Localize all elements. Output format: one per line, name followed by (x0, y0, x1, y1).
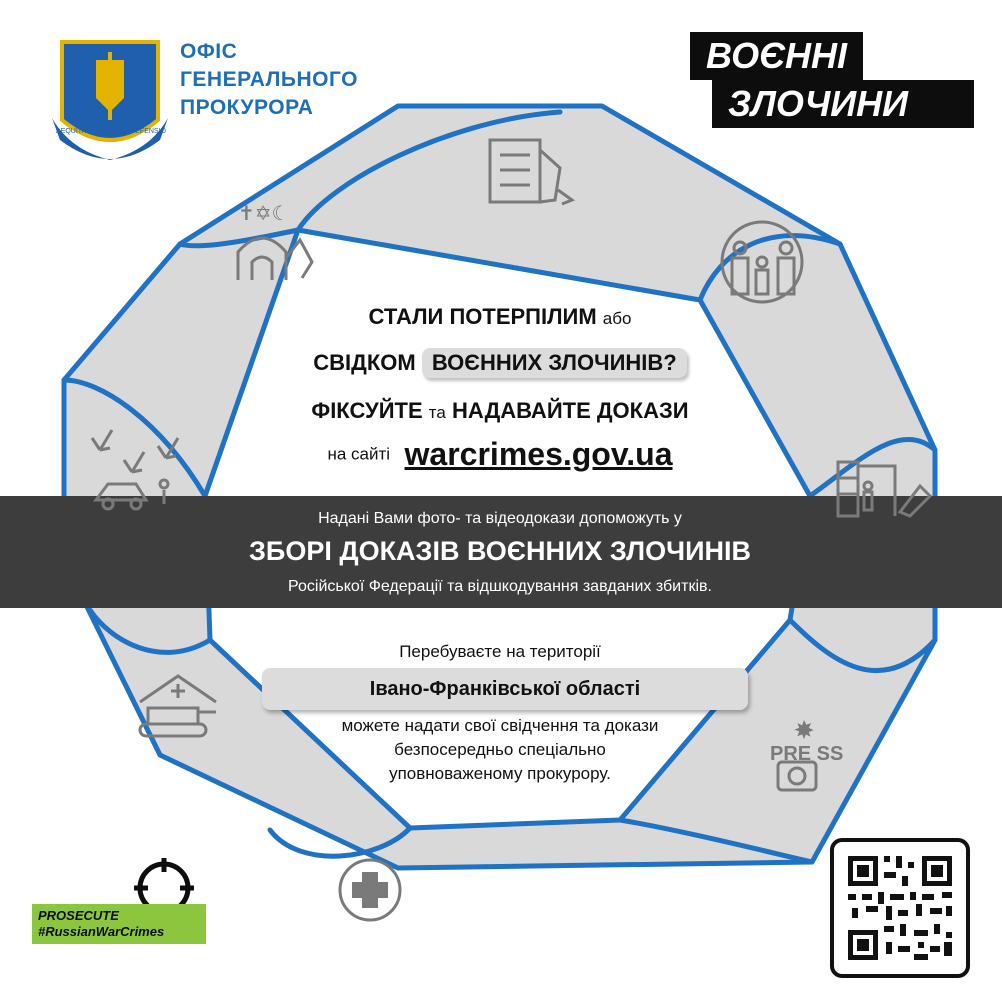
prosecute-badge (32, 904, 206, 944)
qr-code-pattern (834, 842, 966, 974)
war-crimes-badge-line2: ЗЛОЧИНИ (712, 80, 974, 128)
war-crimes-badge-line1: ВОЄННІ (690, 32, 863, 80)
medical-cross-icon (340, 860, 400, 920)
emblem-mottos (56, 128, 166, 135)
prosecutor-emblem (52, 42, 168, 160)
victim-text: СТАЛИ ПОТЕРПІЛИМ (368, 304, 597, 329)
website-link[interactable]: warcrimes.gov.ua (404, 436, 673, 472)
press-label: PRE SS (770, 743, 844, 765)
hashtag-line: #RussianWarCrimes (38, 924, 165, 939)
center-line-4 (200, 436, 800, 473)
office-name-line: ОФІС (180, 40, 238, 63)
qr-code[interactable] (830, 838, 970, 978)
motto: DEFENSIO (130, 128, 166, 135)
or-text: або (602, 309, 632, 328)
war-crimes-pill: ВОЄННИХ ЗЛОЧИНІВ? (422, 348, 687, 378)
and-text: та (428, 403, 446, 422)
lower-line-2: можете надати свої свідчення та докази (341, 716, 659, 735)
center-line-2 (200, 348, 800, 378)
lower-line-1: Перебуваєте на території (399, 642, 601, 661)
center-line-3 (200, 398, 800, 424)
band-line-3: Російської Федерації та відшкодування завданих збитків. (288, 578, 712, 595)
religion-symbols: ✝✡☾ (238, 201, 290, 225)
band-line-1: Надані Вами фото- та відеодокази допоможуть у (318, 510, 682, 527)
band-line-2: ЗБОРІ ДОКАЗІВ ВОЄННИХ ЗЛОЧИНІВ (249, 536, 751, 566)
witness-text: СВІДКОМ (313, 350, 416, 375)
prosecute-line: PROSECUTE (38, 908, 119, 923)
on-site-text: на сайті (327, 444, 391, 464)
center-line-1 (200, 304, 800, 330)
lower-line-4: уповноваженому прокурору. (389, 764, 611, 783)
office-name-line: ПРОКУРОРА (180, 96, 314, 119)
office-name (180, 38, 358, 122)
office-name-line: ГЕНЕРАЛЬНОГО (180, 68, 358, 91)
lower-line-3: безпосередньо спеціально (394, 740, 606, 759)
record-text: ФІКСУЙТЕ (311, 398, 423, 423)
motto: AEQUITAS (56, 128, 91, 135)
motto: LEX (103, 128, 118, 135)
provide-evidence-text: НАДАВАЙТЕ ДОКАЗИ (451, 398, 689, 423)
region-pill: Івано-Франківської області (262, 668, 748, 710)
